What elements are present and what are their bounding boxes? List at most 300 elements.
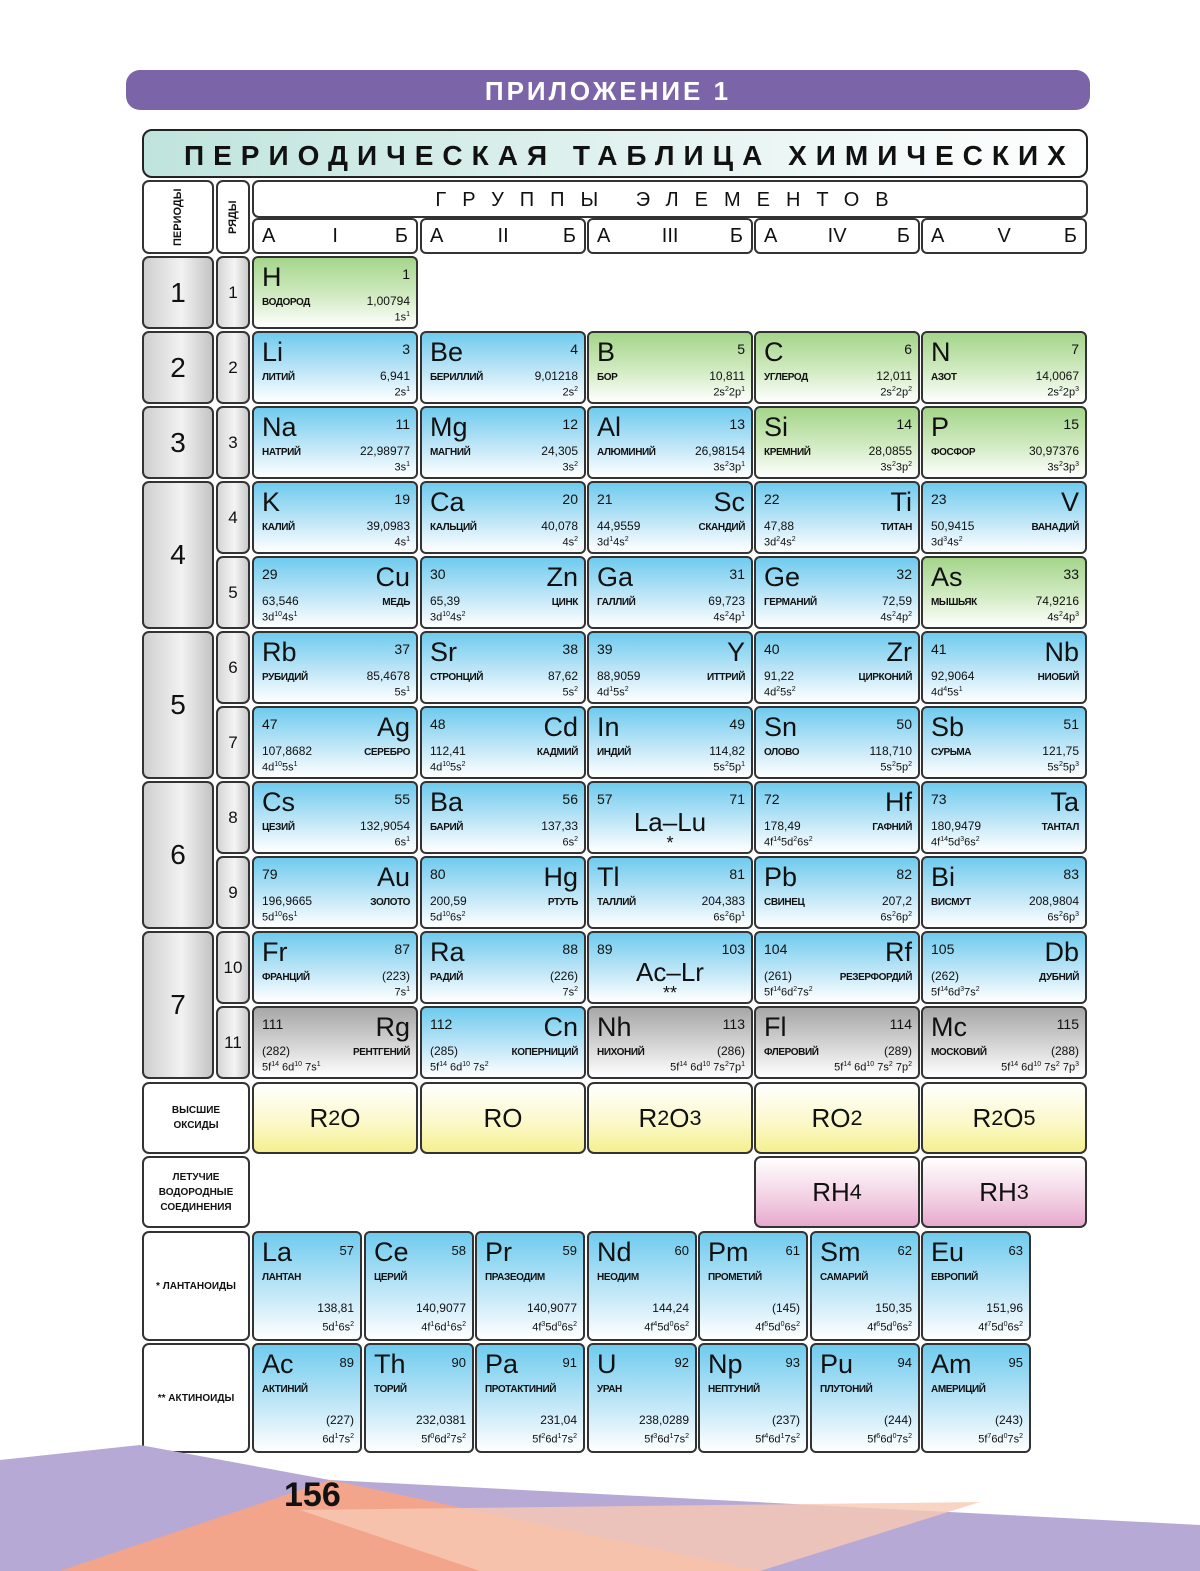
element-name: МЫШЬЯК [931,597,977,608]
atomic-mass: 87,62 [547,669,578,683]
element-symbol: Bi [931,862,956,892]
atomic-mass: 232,0381 [415,1413,466,1427]
element-symbol: Na [262,412,297,442]
element-symbol: Pr [485,1237,512,1267]
element-cell [587,706,753,779]
row-box: 3 [216,406,250,479]
page-number: 156 [284,1476,341,1514]
row-box: 1 [216,256,250,329]
element-name: РТУТЬ [547,897,578,908]
element-cell [921,781,1087,854]
electron-config: $3s^1$ [394,461,410,474]
element-symbol: Cd [543,712,578,742]
atomic-mass: 14,0067 [1035,369,1079,383]
element-cell [921,406,1087,479]
electron-config: $3s^23p^3$ [1047,461,1079,474]
atomic-mass: 30,97376 [1028,444,1079,458]
element-symbol: Ta [1050,787,1079,817]
atomic-mass: 26,98154 [694,444,745,458]
atomic-number: 40 [764,641,780,657]
electron-config: $5f^{14}$ $6d^{10}$ $7s^2$ $7p^3$ [1001,1061,1079,1074]
group-n: V [997,224,1011,247]
element-name: ПРОМЕТИЙ [708,1272,762,1283]
electron-config: $5s^25p^1$ [713,761,745,774]
atomic-mass: 114,82 [709,744,745,758]
element-symbol: Sn [764,712,798,742]
atomic-number: 4 [570,341,578,357]
atomic-mass: (244) [883,1413,912,1427]
element-cell [252,706,418,779]
electron-config: $3s^23p^2$ [880,461,912,474]
element-name: САМАРИЙ [820,1272,868,1283]
atomic-mass: 200,59 [430,894,467,908]
electron-config: $4s^24p^1$ [713,611,745,624]
element-name: ТИТАН [880,522,912,533]
element-name: ПЛУТОНИЙ [820,1384,873,1395]
atomic-number: 14 [896,416,912,432]
electron-config: $1s^1$ [394,311,410,324]
electron-config: $5f^46d^17s^2$ [755,1433,800,1446]
element-cell [754,1006,920,1079]
atomic-mass: 9,01218 [534,369,578,383]
element-name: ЛАНТАН [262,1272,301,1283]
atomic-number: 95 [1008,1355,1023,1370]
row-box: 6 [216,631,250,704]
element-symbol: Db [1044,937,1079,967]
element-cell [921,556,1087,629]
element-range: Ac–Lr [636,957,704,987]
electron-config: $2s^22p^1$ [713,386,745,399]
row-box: 8 [216,781,250,854]
element-cell [921,331,1087,404]
element-name: РУБИДИЙ [262,672,308,683]
electron-config: $4f^{14}5d^36s^2$ [931,836,980,849]
element-cell [754,406,920,479]
atomic-number-end: 71 [729,791,745,807]
element-name: УРАН [597,1384,622,1395]
electron-config: $5f^{14}$ $6d^{10}$ $7s^2$ $7p^2$ [834,1061,912,1074]
lanthanoid-cell [475,1231,585,1341]
element-cell [587,331,753,404]
electron-config: $5f^36d^17s^2$ [644,1433,689,1446]
actinoid-cell [252,1343,362,1453]
atomic-number: 89 [339,1355,354,1370]
group-header [587,218,753,254]
element-cell [921,931,1087,1004]
element-name: РЕЗЕРФОРДИЙ [839,972,912,983]
group-a: А [931,224,945,247]
element-cell [252,331,418,404]
actinoid-cell [698,1343,808,1453]
electron-config: $4d^{10}5s^2$ [430,761,466,774]
element-symbol: Eu [931,1237,965,1267]
element-cell [252,781,418,854]
element-name: СТРОНЦИЙ [430,672,484,683]
electron-config: $2s^22p^3$ [1047,386,1079,399]
hydrides-label [142,1156,250,1228]
atomic-number: 32 [896,566,912,582]
element-name: НИОБИЙ [1037,672,1079,683]
element-name: ЦЕЗИЙ [262,822,295,833]
element-name: ГАЛЛИЙ [597,597,636,608]
atomic-number: 56 [562,791,578,807]
group-a: А [262,224,276,247]
element-cell [252,856,418,929]
atomic-number: 7 [1071,341,1079,357]
actinoid-cell [587,1343,697,1453]
element-symbol: Ba [430,787,464,817]
group-b: Б [729,224,743,247]
actinoid-cell [364,1343,474,1453]
lanthanoid-cell [698,1231,808,1341]
atomic-number: 88 [562,941,578,957]
atomic-number: 60 [674,1243,689,1258]
atomic-number: 57 [339,1243,354,1258]
element-symbol: La [262,1237,293,1267]
element-cell [921,706,1087,779]
element-name: ЦИНК [551,597,578,608]
atomic-number: 23 [931,491,947,507]
atomic-mass: 85,4678 [366,669,410,683]
element-name: АКТИНИЙ [262,1384,308,1395]
lanthanoids-label: * ЛАНТАНОИДЫ [142,1231,250,1341]
element-symbol: Cn [543,1012,578,1042]
element-symbol: Ga [597,562,634,592]
electron-config: $3d^24s^2$ [764,536,796,549]
element-symbol: Am [931,1349,972,1379]
element-symbol: As [931,562,963,592]
element-symbol: Ca [430,487,465,517]
element-cell [587,781,753,854]
atomic-mass: 39,0983 [366,519,410,533]
atomic-number: 92 [674,1355,689,1370]
element-name: ВОДОРОД [262,297,311,308]
hydride-formula: RH 3 [921,1156,1087,1228]
atomic-number: 105 [931,941,955,957]
lanthanoid-cell [587,1231,697,1341]
atomic-number: 61 [785,1243,800,1258]
row-box: 2 [216,331,250,404]
atomic-mass: 65,39 [430,594,461,608]
element-name: ТОРИЙ [374,1384,407,1395]
atomic-mass: (223) [381,969,410,983]
atomic-mass: 151,96 [986,1301,1023,1315]
element-symbol: C [764,337,784,367]
atomic-mass: (286) [716,1044,745,1058]
group-b: Б [896,224,910,247]
element-cell [587,406,753,479]
period-box: 6 [142,781,214,929]
atomic-number: 37 [394,641,410,657]
atomic-number: 57 [597,791,613,807]
element-symbol: Al [597,412,622,442]
element-name: КАЛЬЦИЙ [430,522,477,533]
element-cell [252,931,418,1004]
lanthanoid-cell [364,1231,474,1341]
element-symbol: Nh [597,1012,632,1042]
atomic-number: 55 [394,791,410,807]
element-symbol: Hf [885,787,912,817]
electron-config: $6s^1$ [394,836,410,849]
group-b: Б [394,224,408,247]
element-symbol: Tl [597,862,620,892]
atomic-mass: 74,9216 [1035,594,1079,608]
atomic-number: 58 [451,1243,466,1258]
atomic-number: 90 [451,1355,466,1370]
oxide-formula: RO [420,1082,586,1154]
element-symbol: K [262,487,281,517]
atomic-number: 87 [394,941,410,957]
atomic-number: 89 [597,941,613,957]
oxide-formula: R 2 O 3 [587,1082,753,1154]
atomic-number: 62 [897,1243,912,1258]
element-range: La–Lu [633,807,707,837]
atomic-number: 12 [562,416,578,432]
atomic-number: 13 [729,416,745,432]
electron-config: $2s^2$ [562,386,578,399]
atomic-number: 3 [402,341,410,357]
group-a: А [430,224,444,247]
element-name: ФЛЕРОВИЙ [764,1047,819,1058]
electron-config: $5f^26d^17s^2$ [532,1433,577,1446]
element-name: ОЛОВО [764,747,800,758]
element-cell [754,706,920,779]
element-name: ЕВРОПИЙ [931,1272,978,1283]
element-symbol: Sr [430,637,457,667]
atomic-mass: 112,41 [430,744,466,758]
element-symbol: B [597,337,616,367]
atomic-mass: (237) [771,1413,800,1427]
atomic-mass: 204,383 [701,894,745,908]
electron-config: $3s^23p^1$ [713,461,745,474]
actinoids-label: ** АКТИНОИДЫ [142,1343,250,1453]
row-box: 5 [216,556,250,629]
element-name: ВАНАДИЙ [1031,522,1079,533]
element-symbol: Ag [376,712,410,742]
electron-config: $3d^34s^2$ [931,536,963,549]
atomic-mass: (282) [262,1044,291,1058]
element-cell [754,631,920,704]
atomic-number: 94 [897,1355,912,1370]
electron-config: $5f^{14}$ $6d^{10}$ $7s^2$ [430,1061,489,1074]
element-cell [420,481,586,554]
element-symbol: Ac [262,1349,294,1379]
footnote-mark: ** [662,983,677,1003]
atomic-mass: 118,710 [869,744,912,758]
element-name: НАТРИЙ [262,447,301,458]
row-box: 10 [216,931,250,1004]
element-symbol: Pu [820,1349,854,1379]
element-name: СКАНДИЙ [698,522,745,533]
atomic-number: 5 [737,341,745,357]
electron-config: $4f^{14}5d^26s^2$ [764,836,813,849]
element-symbol: P [931,412,950,442]
atomic-number: 48 [430,716,446,732]
electron-config: $4f^35d^06s^2$ [532,1321,577,1334]
oxides-label-text: ВЫСШИЕ ОКСИДЫ [171,1105,221,1131]
electron-config: $4f^16d^16s^2$ [421,1321,466,1334]
element-name: СЕРЕБРО [364,747,410,758]
element-name: КАДМИЙ [536,747,578,758]
element-name: СВИНЕЦ [764,897,805,908]
atomic-number: 73 [931,791,947,807]
electron-config: $2s^22p^2$ [880,386,912,399]
footnote-mark: * [666,833,674,853]
electron-config: $3s^2$ [562,461,578,474]
atomic-mass: 132,9054 [359,819,410,833]
oxide-formula: RO 2 [754,1082,920,1154]
electron-config: $5d^16s^2$ [322,1321,354,1334]
electron-config: $5f^{14}$ $6d^{10}$ $7s^1$ [262,1061,321,1074]
element-symbol: Cu [375,562,410,592]
electron-config: $5f^76d^07s^2$ [978,1433,1023,1446]
atomic-number: 21 [597,491,613,507]
element-cell [921,481,1087,554]
electron-config: $4d^{10}5s^1$ [262,761,298,774]
electron-config: $5f^{14}6d^37s^2$ [931,986,980,999]
atomic-mass: 44,9559 [597,519,641,533]
element-name: ДУБНИЙ [1039,972,1079,983]
period-box: 7 [142,931,214,1079]
electron-config: $4s^1$ [394,536,410,549]
group-n: IV [827,224,847,247]
electron-config: $5s^25p^2$ [880,761,912,774]
electron-config: $7s^1$ [394,986,410,999]
atomic-number: 111 [262,1016,284,1032]
element-name: ИТТРИЙ [706,672,745,683]
atomic-number: 20 [562,491,578,507]
oxide-formula: R 2 O [252,1082,418,1154]
element-cell [587,856,753,929]
element-symbol: Fl [764,1012,787,1042]
atomic-number: 59 [562,1243,577,1258]
element-name: КОПЕРНИЦИЙ [511,1047,578,1058]
atomic-mass: (262) [931,969,960,983]
period-box: 4 [142,481,214,629]
electron-config: $4s^24p^2$ [880,611,912,624]
period-box: 1 [142,256,214,329]
element-cell [252,481,418,554]
electron-config: $5f^06d^27s^2$ [421,1433,466,1446]
element-cell [252,1006,418,1079]
element-symbol: Y [726,637,745,667]
element-symbol: Zn [546,562,578,592]
hydride-formula: RH 4 [754,1156,920,1228]
group-n: III [661,224,679,247]
element-name: ГЕРМАНИЙ [764,597,817,608]
element-cell [921,1006,1087,1079]
element-name: НЕПТУНИЙ [708,1384,760,1395]
atomic-mass: 140,9077 [415,1301,466,1315]
actinoid-cell [921,1343,1031,1453]
atomic-number: 72 [764,791,780,807]
atomic-number: 112 [430,1016,453,1032]
period-box: 5 [142,631,214,779]
atomic-number: 30 [430,566,446,582]
element-name: ГАФНИЙ [872,822,912,833]
lanthanoid-cell [921,1231,1031,1341]
element-name: ПРОТАКТИНИЙ [485,1384,557,1395]
appendix-banner: ПРИЛОЖЕНИЕ 1 [126,70,1090,110]
element-name: ЛИТИЙ [262,372,295,383]
electron-config: $5f^66d^07s^2$ [867,1433,912,1446]
element-cell [921,631,1087,704]
element-name: УГЛЕРОД [764,372,808,383]
atomic-mass: 6,941 [379,369,410,383]
element-symbol: Th [374,1349,406,1379]
element-symbol: Au [376,862,410,892]
atomic-number: 81 [729,866,745,882]
atomic-number: 82 [896,866,912,882]
element-name: РЕНТГЕНИЙ [352,1047,410,1058]
element-cell [252,556,418,629]
electron-config: $6s^26p^3$ [1047,911,1079,924]
atomic-number: 91 [562,1355,577,1370]
atomic-number: 41 [931,641,947,657]
group-n: I [332,224,338,247]
atomic-mass: 140,9077 [526,1301,577,1315]
period-box: 3 [142,406,214,479]
atomic-number: 51 [1063,716,1079,732]
atomic-mass: 180,9479 [931,819,982,833]
atomic-mass: (261) [764,969,793,983]
group-b: Б [562,224,576,247]
atomic-mass: 231,04 [540,1413,577,1427]
atomic-mass: 207,2 [881,894,912,908]
electron-config: $3d^{10}4s^1$ [262,611,298,624]
element-name: КРЕМНИЙ [764,447,811,458]
element-symbol: Zr [886,637,912,667]
actinoid-cell [810,1343,920,1453]
element-symbol: Np [708,1349,743,1379]
atomic-mass: 22,98977 [359,444,410,458]
group-header [921,218,1087,254]
element-symbol: H [262,262,282,292]
atomic-mass: (285) [430,1044,459,1058]
atomic-mass: 138,81 [317,1301,354,1315]
atomic-mass: 150,35 [875,1301,912,1315]
electron-config: $5s^25p^3$ [1047,761,1079,774]
groups-header: ГРУППЫ ЭЛЕМЕНТОВ [252,180,1088,218]
element-name: МОСКОВИЙ [931,1047,987,1058]
element-symbol: Sc [713,487,745,517]
atomic-mass: 12,011 [876,369,912,383]
electron-config: $5s^1$ [394,686,410,699]
atomic-number: 79 [262,866,278,882]
atomic-number: 19 [394,491,410,507]
atomic-number: 47 [262,716,278,732]
atomic-number: 15 [1063,416,1079,432]
atomic-number: 33 [1063,566,1079,582]
electron-config: $6s^2$ [562,836,578,849]
element-symbol: Mc [931,1012,967,1042]
element-symbol: Ce [374,1237,409,1267]
atomic-mass: 92,9064 [931,669,975,683]
element-symbol: N [931,337,951,367]
atomic-mass: 208,9804 [1028,894,1079,908]
element-symbol: Sb [931,712,965,742]
electron-config: $6s^26p^1$ [713,911,745,924]
group-a: А [764,224,778,247]
element-cell [252,256,418,329]
element-cell [420,406,586,479]
atomic-mass: 24,305 [541,444,578,458]
atomic-mass: (288) [1050,1044,1079,1058]
atomic-mass: 107,8682 [262,744,313,758]
atomic-number: 1 [402,266,410,282]
element-cell [420,1006,586,1079]
element-name: ФРАНЦИЙ [262,972,310,983]
